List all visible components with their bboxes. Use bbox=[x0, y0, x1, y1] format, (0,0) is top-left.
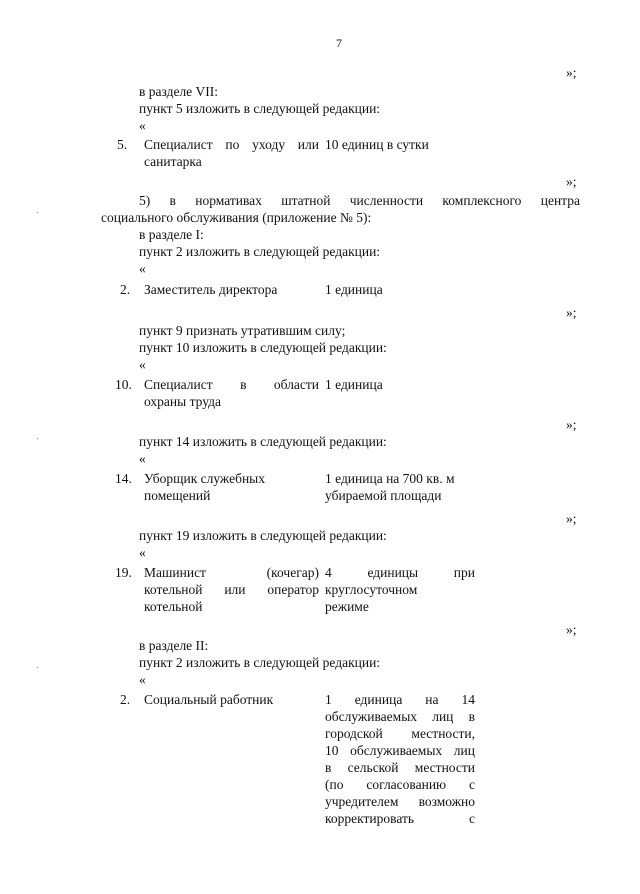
row-number: 19. bbox=[115, 565, 132, 580]
section-heading: в разделе II: bbox=[139, 638, 209, 653]
row-name: Заместитель директора bbox=[144, 282, 278, 297]
row-value-line: в сельской местности bbox=[325, 760, 475, 775]
closing-quote: »; bbox=[566, 305, 577, 320]
row-number: 14. bbox=[115, 471, 132, 486]
row-value-line: корректировать с bbox=[325, 811, 475, 826]
section-heading: в разделе VII: bbox=[139, 84, 219, 99]
row-number: 5. bbox=[117, 137, 128, 152]
row-value-line: учредителем возможно bbox=[325, 794, 475, 809]
row-value-line: круглосуточном bbox=[325, 582, 418, 597]
row-value-line: 1 единица на 700 кв. м bbox=[325, 471, 455, 486]
instruction-text: пункт 14 изложить в следующей редакции: bbox=[139, 434, 387, 449]
row-name-line: Уборщик служебных bbox=[144, 471, 265, 486]
scan-mark bbox=[37, 212, 38, 213]
row-name-line: помещений bbox=[144, 488, 211, 503]
row-name-line: котельной bbox=[144, 599, 203, 614]
row-name-line: Специалист по уходу или bbox=[144, 137, 319, 152]
row-value bbox=[325, 691, 475, 827]
row-value-line: 1 единица на 14 bbox=[325, 692, 475, 707]
scan-mark bbox=[37, 438, 38, 439]
instruction-text: пункт 5 изложить в следующей редакции: bbox=[139, 101, 381, 116]
row-name-line: Специалист в области bbox=[144, 377, 319, 392]
open-quote: « bbox=[139, 451, 146, 466]
row-name-line: охраны труда bbox=[144, 394, 221, 409]
instruction-text: пункт 2 изложить в следующей редакции: bbox=[139, 244, 381, 259]
open-quote: « bbox=[139, 261, 146, 276]
open-quote: « bbox=[139, 545, 146, 560]
row-value-line: (по согласованию с bbox=[325, 777, 475, 792]
paragraph-line: 5) в нормативах штатной численности комплексного центра bbox=[139, 193, 580, 208]
instruction-text: пункт 2 изложить в следующей редакции: bbox=[139, 655, 381, 670]
row-name: Социальный работник bbox=[144, 692, 274, 707]
row-name bbox=[144, 376, 319, 410]
row-value: 1 единица bbox=[325, 282, 383, 297]
closing-quote: »; bbox=[566, 417, 577, 432]
open-quote: « bbox=[139, 118, 146, 133]
row-name-line: санитарка bbox=[144, 154, 202, 169]
row-number: 10. bbox=[115, 377, 132, 392]
closing-quote: »; bbox=[566, 174, 577, 189]
open-quote: « bbox=[139, 357, 146, 372]
row-value-line: режиме bbox=[325, 599, 369, 614]
row-name-line: котельной или оператор bbox=[144, 582, 319, 597]
row-value-line: 4 единицы при bbox=[325, 565, 475, 580]
row-name-line: Машинист (кочегар) bbox=[144, 565, 319, 580]
closing-quote: »; bbox=[566, 622, 577, 637]
instruction-text: пункт 9 признать утратившим силу; bbox=[139, 323, 346, 338]
row-number: 2. bbox=[120, 282, 131, 297]
row-number: 2. bbox=[120, 692, 131, 707]
closing-quote: »; bbox=[566, 65, 577, 80]
row-name bbox=[144, 136, 319, 170]
row-value bbox=[325, 470, 485, 504]
page-number: 7 bbox=[336, 36, 342, 50]
row-value: 10 единиц в сутки bbox=[325, 137, 429, 152]
section-heading: в разделе I: bbox=[139, 227, 204, 242]
instruction-text: пункт 10 изложить в следующей редакции: bbox=[139, 340, 387, 355]
row-value-line: городской местности, bbox=[325, 726, 475, 741]
closing-quote: »; bbox=[566, 511, 577, 526]
row-value bbox=[325, 564, 475, 615]
row-name bbox=[144, 470, 319, 504]
paragraph-line: социального обслуживания (приложение № 5): bbox=[101, 210, 372, 225]
open-quote: « bbox=[139, 672, 146, 687]
row-value-line: убираемой площади bbox=[325, 488, 442, 503]
row-name bbox=[144, 564, 319, 615]
row-value-line: обслуживаемых лиц в bbox=[325, 709, 475, 724]
row-value: 1 единица bbox=[325, 377, 383, 392]
instruction-text: пункт 19 изложить в следующей редакции: bbox=[139, 528, 387, 543]
scan-mark bbox=[37, 667, 38, 668]
row-value-line: 10 обслуживаемых лиц bbox=[325, 743, 475, 758]
